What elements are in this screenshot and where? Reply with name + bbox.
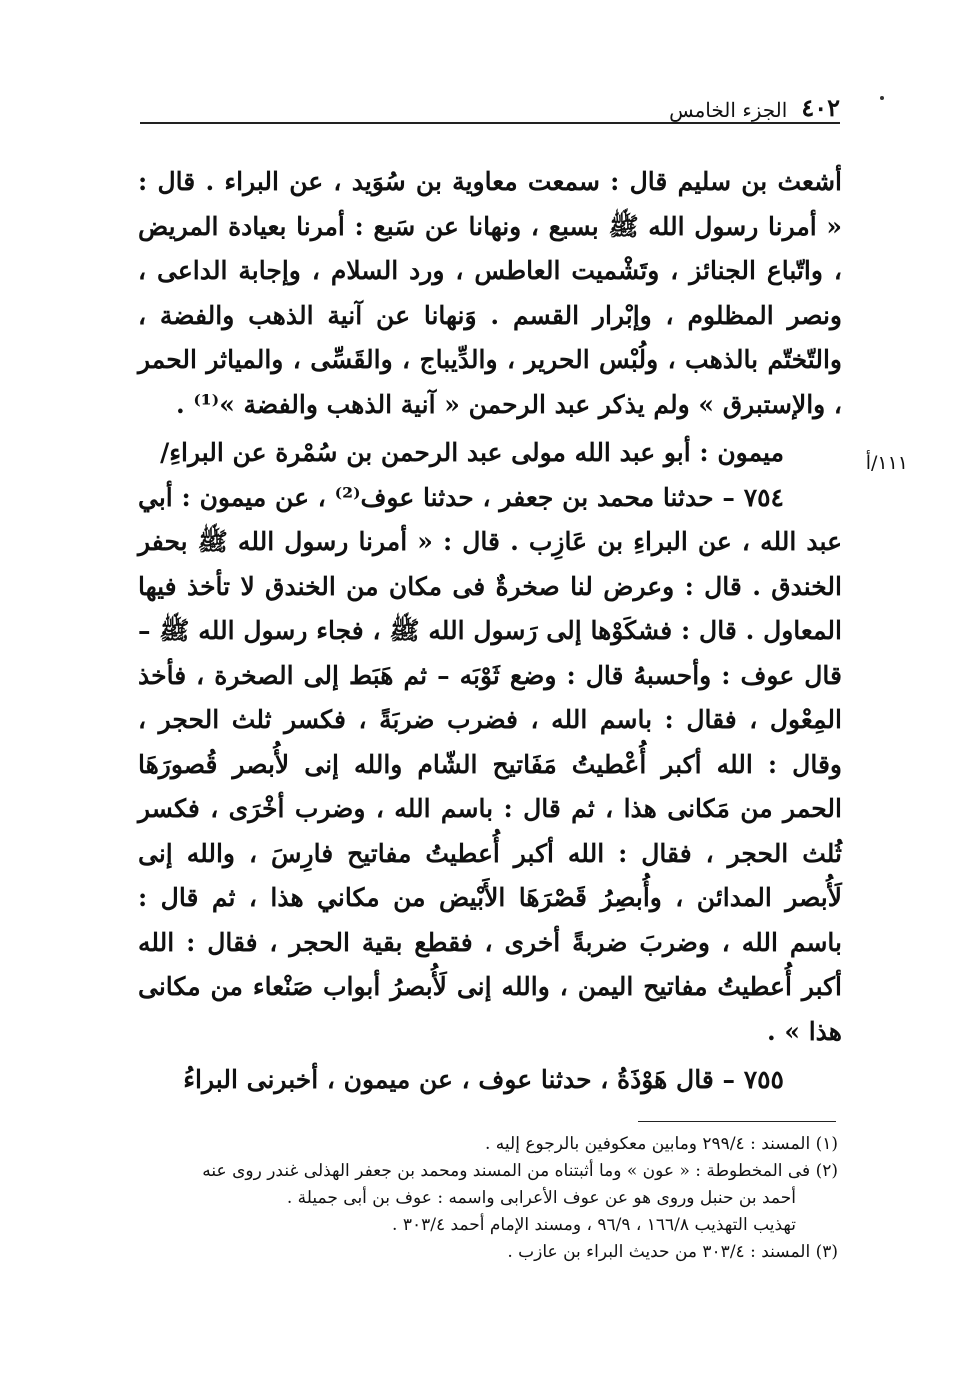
paragraph: أشعث بن سليم قال : سمعت معاوية بن سُوَيد ، عن البراء . قال : « أمرنا رسول الله ﷺ بسبع ، ونهانا عن سَبع : أمرنا بعيادة المريض ، واتّباع الجنائز ، وتَشْميت العاطس ، ورد السلام ، وإجابة الداعى ، ونصر المظلوم ، وإبْرار القسم . وَنهانا عن آنية الذهب والفضة ، والتّختّم بالذهب ، ولُبْس الحرير ، والدِّيباج ، والقَسِّى ، والمياثر الحمر ، والإستبرق » ولم يذكر عبد الرحمن « آنية الذهب والفضة »⁽¹⁾ . bbox=[138, 167, 842, 419]
footnote: (٢) فى المخطوطة : « عون » وما أثبتناه من المسند ومحمد بن جعفر الهذلى غندر روى عنه bbox=[202, 1161, 838, 1181]
footnote-continuation: أحمد بن حنبل وروى هو عن عوف الأعرابى واسمه : عوف بن أبى جميلة . bbox=[286, 1188, 796, 1208]
narrator-heading: ميمون : أبو عبد الله مولى عبد الرحمن بن سُمْرة عن البراءِ/ bbox=[160, 438, 784, 467]
hadith-755: ٧٥٥ – قال هَوْذَةُ ، حدثنا عوف ، عن ميمون ، أخبرنى البراءُ bbox=[183, 1065, 784, 1094]
footnote: (١) المسند : ٢٩٩/٤ ومابين معكوفين بالرجوع إليه . bbox=[484, 1134, 838, 1154]
page-number: ٤٠٢ bbox=[801, 93, 840, 122]
footnote: (٣) المسند : ٣٠٣/٤ من حديث البراء بن عازب . bbox=[507, 1242, 838, 1262]
part-title: الجزء الخامس bbox=[669, 98, 788, 122]
folio-marker: ١١١/أ bbox=[865, 452, 908, 474]
running-header bbox=[140, 82, 840, 122]
header-rule bbox=[140, 122, 840, 124]
hadith-754: ٧٥٤ – حدثنا محمد بن جعفر ، حدثنا عوف⁽²⁾ ، عن ميمون : أبي عبد الله ، عن البراءِ بن عَازِب . قال : « أمرنا رسول الله ﷺ بحفر الخندق . قال : وعرض لنا صخرةٌ فى مكان من الخندق لا تأخذ فيها المعاول . قال : فشكَوْها إلى رَسول الله ﷺ ، فجاء رسول الله ﷺ – قال عوف : وأحسبهُ قال : وضع ثَوْبَه – ثم هَبَط إلى الصخرة ، فأخذ المِعْول ، فقال : باسم الله ، فضرب ضربَةً ، فكسر ثلث الحجر ، وقال : الله أكبر أُعْطيتُ مَفَاتيح الشّام والله إنى لأُبصر قُصورَهَا الحمر من مَكانى هذا ، ثم قال : باسم الله ، وضرب أخْرَى ، فكسر ثُلث الحجر ، فقال : الله أكبر أُعطيتُ مفاتيح فارِسَ ، والله إنى لَأُبصر المدائن ، وأُبصِرُ قَصْرَهَا الأَبْيض من مكاني هذا ، ثم قال : باسم الله ، وضربَ ضربةً أخرى ، فقطع بقية الحجر ، فقال : الله أكبر أُعطيتُ مفاتيح اليمن ، والله إنى لَأُبصرُ أبواب صَنْعاء من مكانى هذا » . bbox=[138, 482, 843, 1046]
footnote-rule bbox=[638, 1121, 836, 1122]
header-dot bbox=[880, 96, 884, 100]
footnotes bbox=[138, 1131, 838, 1266]
footnote-continuation: تهذيب التهذيب ١٦٦/٨ ، ٩٦/٩ ، ومسند الإمام أحمد ٣٠٣/٤ . bbox=[392, 1215, 796, 1235]
main-text bbox=[138, 160, 842, 1103]
